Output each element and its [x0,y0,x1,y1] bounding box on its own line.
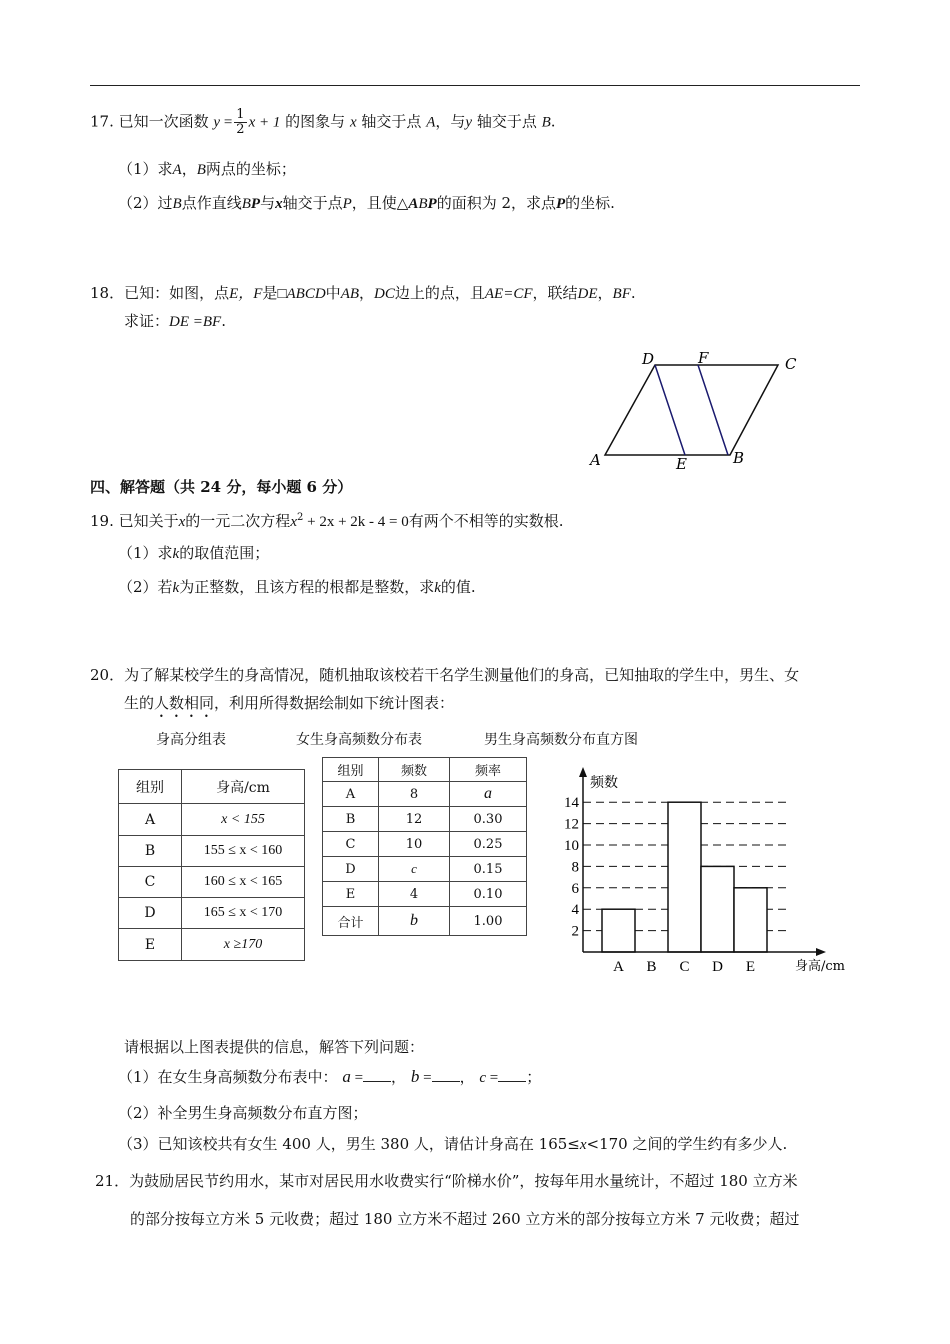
girls-frequency-table [322,757,527,936]
table1-cell: B [119,836,182,867]
q19-p1-text: 的取值范围； [179,544,270,562]
q18-text: ， [359,284,375,302]
q17-p2-text: 轴交于点 [282,194,343,212]
y-tick-label: 10 [564,838,579,854]
table1-cell: x ≥170 [182,929,305,961]
table2-cell: C [323,832,379,857]
q20-p1-var-c: c [479,1070,487,1086]
y-tick-label: 6 [571,880,579,897]
label-e: E [676,455,687,473]
q17-p2-B: B [418,196,428,212]
q20-p1-var-a: a [342,1067,351,1086]
table1-cell: A [119,804,182,836]
q18-points-ef: E，F [229,286,263,302]
q17-text: 的图象与 [285,112,346,131]
q19-text: 的一元二次方程 [185,512,291,530]
q19-eq-x: x [290,514,297,530]
segment-de [655,365,685,455]
q20-p1-end: ； [526,1068,542,1086]
x-tick-label: C [679,959,690,975]
q18-text: 边上的点，且 [394,284,485,302]
q20-p1-eq: = [350,1070,364,1086]
q21-line1: 21．为鼓励居民节约用水，某市对居民用水收费实行“阶梯水价”，按每年用水量统计，不超过 180 立方米 [95,1172,798,1190]
q19-part1 [118,542,269,563]
parallelogram-abcd [605,365,778,455]
q17-text: 轴交于点 [361,112,422,131]
q18-line2 [124,310,226,331]
table1-cell: 155 ≤ x < 160 [182,836,305,867]
table2-cell: 0.30 [450,807,527,832]
q19-p1-text: （1）求 [118,544,173,562]
caption-height-groups: 身高分组表 [156,732,226,748]
q17-text: . [550,112,556,131]
x-axis-label: 身高/cm [795,959,845,974]
table2-cell: B [323,807,379,832]
x-tick-label: B [646,959,657,975]
y-axis-label: 频数 [590,775,618,791]
table2-cell: a [450,782,527,807]
q18-line1 [90,282,636,303]
q20-part1 [118,1066,541,1087]
q17-p2-P: P [556,196,566,212]
q17-p2-text: 的坐标. [565,194,615,212]
q17-eq-sign: = [220,114,233,131]
table1-header: 身高/cm [182,770,305,804]
table2-cell: 合计 [323,907,379,936]
q17-stem [90,108,556,137]
q19-part2 [118,576,476,597]
label-a: A [590,451,601,469]
q17-point-b: B [541,114,551,131]
q19-var-x: x [178,514,186,530]
answer-blank-c[interactable] [498,1067,526,1082]
table2-cell: 0.25 [450,832,527,857]
table2-cell: 8 [379,782,450,807]
q20-p3-text: <170 之间的学生约有多少人. [586,1135,788,1153]
caption-girls-table: 女生身高频数分布表 [296,732,422,748]
histogram-bars [602,802,767,952]
q20-line2 [124,692,454,721]
y-tick-label: 14 [564,795,579,812]
q18-dc: DC [374,286,395,302]
table2-header: 频数 [379,758,450,782]
q17-var-y: y [465,114,473,131]
label-b: B [733,449,745,467]
answer-blank-a[interactable] [363,1067,391,1082]
q17-eq-rest: x + 1 [248,114,281,131]
q17-p2-P: P [250,196,261,212]
q19-text: 有两个不相等的实数根. [408,512,564,530]
q18-text: . [221,312,226,330]
table2-cell: 10 [379,832,450,857]
q19-p2-text: （2）若 [118,578,173,596]
q17-text: 轴交于点 [476,112,537,131]
table1-header: 组别 [119,770,182,804]
q18-condition: AE=CF [484,286,533,302]
q17-part1 [118,158,296,179]
q19-p1-k: k [172,546,180,562]
q20-text: ，利用所得数据绘制如下统计图表： [214,694,455,712]
q20-p1-eq: = [419,1070,432,1086]
top-rule [90,85,860,86]
answer-blank-b[interactable] [432,1067,460,1082]
caption-boys-histogram: 男生身高频数分布直方图 [484,732,638,748]
q20-p1-text: （1）在女生身高频数分布表中： [118,1068,338,1086]
q20-p1-sep: ， [391,1068,407,1086]
table2-cell: b [379,907,450,936]
table2-header: 组别 [323,758,379,782]
table2-cell: 0.10 [450,882,527,907]
q17-var-x: x [349,114,357,131]
q17-p2-B: B [172,196,182,212]
q18-parallelogram: □ABCD [277,286,326,302]
table1-cell: D [119,898,182,929]
q17-p2-text: ，且使△ [351,194,409,212]
x-tick-label: E [745,959,756,975]
q18-text: ，联结 [532,284,578,302]
q17-p1-text: 两点的坐标； [205,160,296,178]
q17-text: ，与 [435,112,466,131]
y-axis-arrow [579,767,587,777]
q18-bf: BF [612,286,631,302]
q17-part2 [118,192,615,213]
q18-text: 中 [325,284,341,302]
y-tick-label: 4 [571,902,579,919]
q19-p2-text: 为正整数，且该方程的根都是整数，求 [179,578,435,596]
q17-p2-P: P [342,196,352,212]
q20-part3 [118,1133,787,1154]
q19-p2-text: 的值. [440,578,476,596]
q18-text: ， [597,284,613,302]
q20-p3-var-x: x [579,1137,587,1153]
table2-header: 频率 [450,758,527,782]
table1-cell: x < 155 [182,804,305,836]
q20-text: 生的 [124,694,155,712]
section-heading: 四、解答题（共 24 分，每小题 6 分） [90,478,353,496]
histogram-bar-e [734,888,767,952]
q17-text: 17. 已知一次函数 [90,112,209,131]
q17-p2-B: B [241,196,251,212]
q17-p2-text: （2）过 [118,194,173,212]
q21-line2: 的部分按每立方米 5 元收费；超过 180 立方米不超过 260 立方米的部分按每立方米 7 元收费；超过 [130,1210,800,1228]
q17-p2-text: 点作直线 [181,194,242,212]
table1-cell: 165 ≤ x < 170 [182,898,305,929]
histogram-x-ticks [613,959,755,975]
height-group-table [118,769,305,961]
x-tick-label: D [712,959,723,975]
q18-text: 求证： [124,312,170,330]
q20-p1-sep: ， [459,1068,475,1086]
histogram-bar-d [701,866,734,952]
histogram-bar-c [668,802,701,952]
q20-p3-text: （3）已知该校共有女生 400 人，男生 380 人，请估计身高在 165≤ [118,1135,580,1153]
q18-ab: AB [340,286,360,302]
q17-point-a: A [426,114,436,131]
q17-p2-P: P [427,196,437,212]
q17-p1-A: A [172,162,182,178]
table2-cell: 1.00 [450,907,527,936]
q17-p2-A: A [408,196,419,212]
table2-cell: E [323,882,379,907]
table2-cell: A [323,782,379,807]
q18-de: DE [577,286,598,302]
q20-p1-var-b: b [410,1067,420,1086]
x-axis-arrow [816,948,826,956]
q19-eq-rest: + 2x + 2k - 4 = 0 [303,514,409,530]
table1-cell: 160 ≤ x < 165 [182,867,305,898]
histogram-bar-a [602,909,635,952]
q19-text: 19. 已知关于 [90,512,179,530]
y-tick-label: 12 [564,816,579,833]
q18-text: 18．已知：如图，点 [90,284,230,302]
q17-frac-num: 1 [236,107,245,122]
y-tick-label: 2 [571,923,579,940]
label-d: D [642,350,655,368]
y-tick-label: 8 [571,859,579,876]
q20-emphasis: 人数相同 [154,694,215,712]
q17-p2-text: 的面积为 2，求点 [436,194,556,212]
table1-cell: C [119,867,182,898]
q17-p2-x: x [275,196,283,212]
table2-cell: 4 [379,882,450,907]
q17-p1-B: B [196,162,206,178]
boys-height-histogram [550,765,860,980]
q17-p1-sep: ， [181,160,197,178]
table1-cell: E [119,929,182,961]
q18-proof-goal: DE =BF [169,314,222,330]
label-c: C [785,355,797,373]
label-f: F [698,349,709,367]
q20-p1-eq: = [486,1070,499,1086]
table2-cell: D [323,857,379,882]
q20-prompt: 请根据以上图表提供的信息，解答下列问题： [124,1038,425,1056]
histogram-y-ticks [564,795,580,939]
q17-fraction [234,108,246,137]
q18-text: . [630,284,636,302]
table2-cell: c [379,857,450,882]
q18-text: 是 [262,284,278,302]
q19-p2-k: k [434,580,441,596]
q17-frac-den: 2 [236,122,245,137]
segment-bf [698,365,728,455]
q19-p2-k: k [172,580,180,596]
table2-cell: 0.15 [450,857,527,882]
q17-p2-text: 与 [260,194,276,212]
q19-stem [90,510,564,531]
q17-p1-text: （1）求 [118,160,173,178]
q20-part2: （2）补全男生身高频数分布直方图； [118,1104,368,1122]
q20-line1: 20．为了解某校学生的身高情况，随机抽取该校若干名学生测量他们的身高，已知抽取的学生中，男生、女 [90,666,800,684]
x-tick-label: A [613,959,624,975]
table2-cell: 12 [379,807,450,832]
q17-eq-y: y [213,114,221,131]
parallelogram-figure [580,345,810,475]
q19-eq-exp: 2 [296,512,304,523]
